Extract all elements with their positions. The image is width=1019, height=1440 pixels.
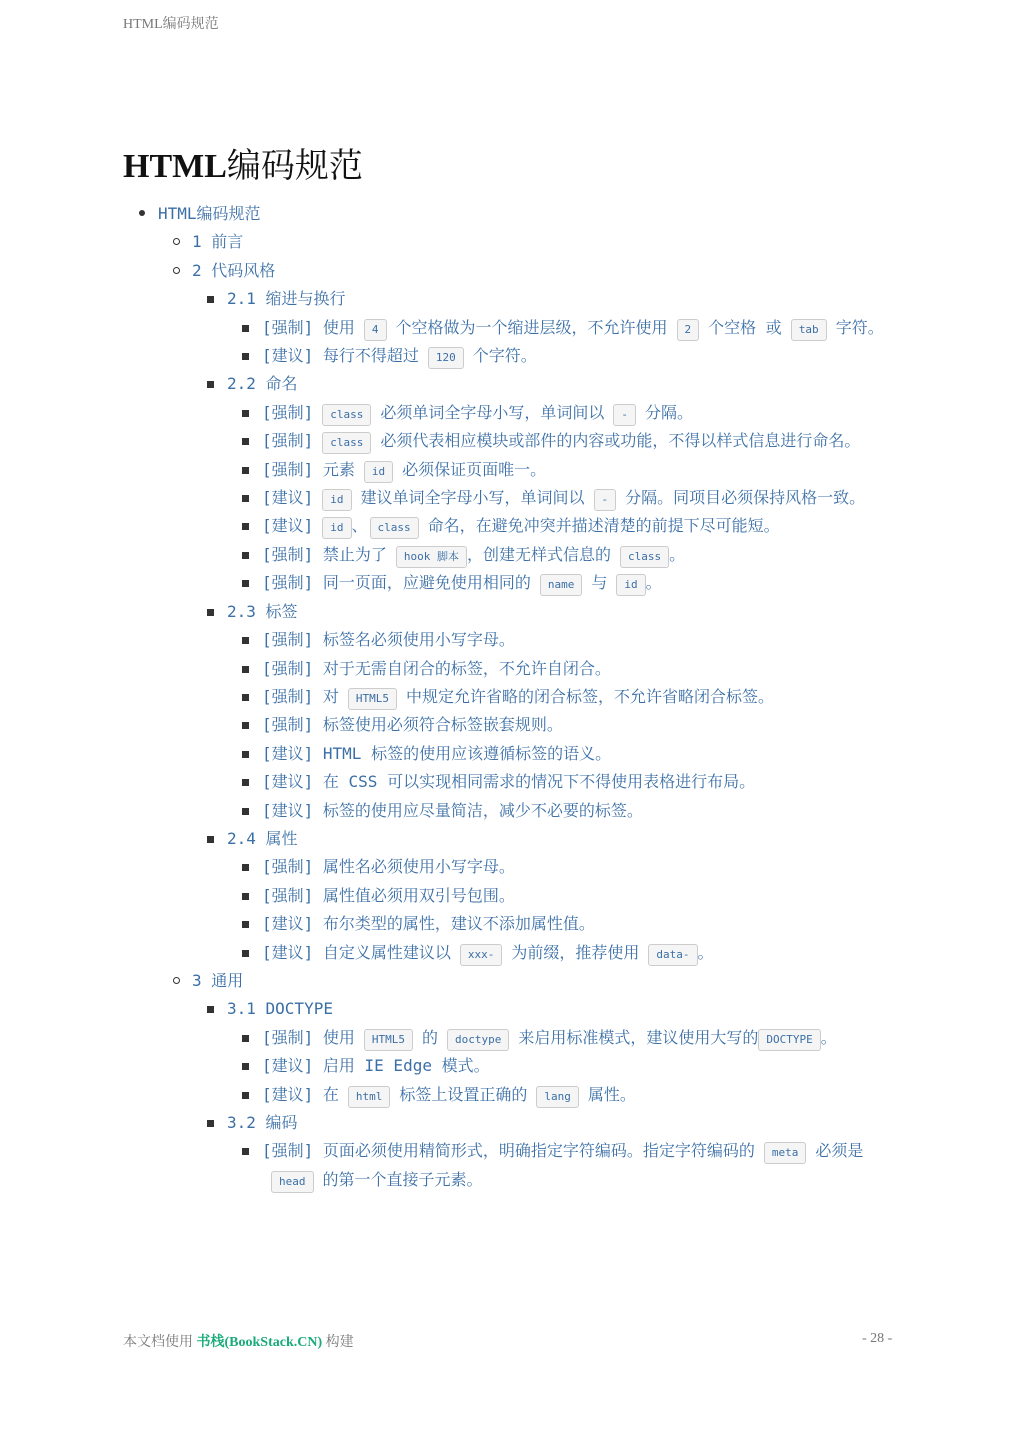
item-text: 必须代表相应模块或部件的内容或功能，不得以样式信息进行命名。	[380, 431, 861, 451]
toc-link-2-1-2[interactable]	[0, 342, 1019, 370]
toc-link-2-2[interactable]: 2.2 命名	[227, 374, 298, 394]
toc-item	[0, 1052, 1019, 1080]
toc-link-2-3-6[interactable]: [建议] 在 CSS 可以实现相同需求的情况下不得使用表格进行布局。	[262, 772, 756, 792]
toc-link-3-1-3[interactable]	[0, 1081, 1019, 1109]
toc-item	[0, 541, 1019, 569]
bullet	[242, 438, 249, 445]
toc-link-2-3-2[interactable]: [强制] 对于无需自闭合的标签，不允许自闭合。	[262, 658, 611, 678]
toc-section-2-1	[0, 285, 1019, 370]
bullet	[242, 808, 249, 815]
bullet	[139, 210, 145, 216]
toc-link-2-3[interactable]: 2.3 标签	[227, 601, 298, 621]
bullet	[207, 1120, 214, 1127]
inline-code: HTML5	[364, 1029, 413, 1051]
toc-section-3-1	[0, 995, 1019, 1109]
item-text: 。	[697, 942, 714, 962]
toc-link-2-3-1[interactable]: [强制] 标签名必须使用小写字母。	[262, 630, 515, 650]
item-text: [强制] 对	[262, 686, 339, 706]
toc-link-2-4-2[interactable]: [强制] 属性值必须用双引号包围。	[262, 885, 515, 905]
toc-link-2-2-2[interactable]	[0, 427, 887, 455]
inline-code: HTML5	[348, 688, 397, 710]
toc-link-2-2-1[interactable]	[0, 399, 1019, 427]
inline-code: data-	[648, 944, 697, 966]
bullet	[242, 893, 249, 900]
toc-section-3-2	[0, 1109, 1019, 1194]
inline-code: xxx-	[460, 944, 503, 966]
toc-section-2-2	[0, 370, 1019, 597]
item-text: [强制]	[262, 402, 314, 422]
bullet	[242, 694, 249, 701]
item-text: 中规定允许省略的闭合标签，不允许省略闭合标签。	[406, 686, 775, 706]
bullet	[242, 580, 249, 587]
inline-code: class	[620, 546, 669, 568]
item-text: 与	[591, 573, 608, 593]
footer-credit	[123, 1331, 354, 1351]
inline-code: -	[613, 404, 636, 426]
toc-link-2-4[interactable]: 2.4 属性	[227, 828, 298, 848]
bullet	[242, 1063, 249, 1070]
item-text: 。	[669, 544, 686, 564]
item-text: 的	[422, 1027, 439, 1047]
footer-prefix: 本文档使用	[123, 1335, 193, 1350]
inline-code: doctype	[447, 1029, 509, 1051]
item-text: 命名，在避免冲突并描述清楚的前提下尽可能短。	[427, 516, 780, 536]
toc-link-2-2-4[interactable]	[0, 484, 887, 512]
item-text: [强制] 元素	[262, 459, 355, 479]
toc-item	[0, 939, 1019, 967]
bullet	[242, 921, 249, 928]
item-text: 的第一个直接子元素。	[322, 1169, 483, 1189]
toc-link-2-1[interactable]: 2.1 缩进与换行	[227, 289, 346, 309]
footer-suffix: 构建	[325, 1335, 354, 1350]
toc-link-2-2-3[interactable]	[0, 456, 1019, 484]
bullet	[242, 666, 249, 673]
toc-link-2-4-3[interactable]: [建议] 布尔类型的属性，建议不添加属性值。	[262, 914, 595, 934]
item-text: 来启用标准模式，建议使用大写的	[518, 1027, 759, 1047]
toc-link-2-2-7[interactable]	[0, 569, 1019, 597]
item-text: [强制] 使用	[262, 1027, 355, 1047]
item-text: 个空格做为一个缩进层级，不允许使用	[395, 317, 668, 337]
toc-item	[0, 768, 1019, 796]
item-text: 分隔。	[645, 402, 694, 422]
inline-code: tab	[791, 319, 827, 341]
toc-link-1[interactable]: 1 前言	[192, 232, 244, 252]
bullet	[242, 523, 249, 530]
toc-link-2-4-4[interactable]	[0, 939, 1019, 967]
toc-item	[0, 342, 1019, 370]
page-title-latin: HTML	[123, 148, 227, 185]
page-number: - 28 -	[862, 1331, 893, 1346]
bullet	[242, 637, 249, 644]
item-text: [建议] 在	[262, 1084, 339, 1104]
inline-code: 4	[364, 319, 387, 341]
table-of-contents	[0, 200, 1019, 1194]
toc-item	[0, 427, 1019, 455]
item-text: 必须是	[815, 1141, 864, 1161]
item-text: ，创建无样式信息的	[467, 544, 612, 564]
item-text: 分隔。同项目必须保持风格一致。	[625, 488, 866, 508]
item-text: [强制] 页面必须使用精简形式，明确指定字符编码。指定字符编码的	[262, 1141, 755, 1161]
toc-item	[0, 399, 1019, 427]
item-text: 个空格 或	[708, 317, 782, 337]
item-text: 。	[645, 573, 662, 593]
item-text: [强制] 禁止为了	[262, 544, 387, 564]
toc-item	[0, 1081, 1019, 1109]
inline-code: meta	[764, 1142, 807, 1164]
inline-code: 2	[677, 319, 700, 341]
item-text: [强制] 同一页面，应避免使用相同的	[262, 573, 531, 593]
toc-item	[0, 910, 1019, 938]
bullet	[207, 836, 214, 843]
toc-item	[0, 655, 1019, 683]
inline-code: lang	[536, 1086, 579, 1108]
item-text: [强制]	[262, 431, 314, 451]
bullet	[242, 353, 249, 360]
toc-link-2-3-7[interactable]: [建议] 标签的使用应尽量简洁，减少不必要的标签。	[262, 800, 643, 820]
item-text: 必须单词全字母小写，单词间以	[380, 402, 605, 422]
bullet	[242, 495, 249, 502]
inline-code: -	[594, 489, 617, 511]
toc-item	[0, 512, 1019, 540]
toc-link-2-3-5[interactable]: [建议] HTML 标签的使用应该遵循标签的语义。	[262, 743, 612, 763]
bullet	[207, 381, 214, 388]
item-text: 标签上设置正确的	[399, 1084, 528, 1104]
bullet	[242, 1035, 249, 1042]
bullet	[207, 296, 214, 303]
item-text: 建议单词全字母小写，单词间以	[360, 488, 585, 508]
item-text: [强制] 使用	[262, 317, 355, 337]
inline-code: hook 脚本	[396, 546, 467, 568]
toc-item	[0, 569, 1019, 597]
inline-code: id	[364, 461, 393, 483]
item-text: 为前缀，推荐使用	[511, 942, 640, 962]
inline-code: id	[322, 489, 351, 511]
inline-code: name	[540, 574, 583, 596]
toc-section-3	[0, 967, 1019, 1194]
toc-item	[0, 456, 1019, 484]
item-text: 、	[351, 516, 368, 536]
item-text: 属性。	[587, 1084, 636, 1104]
bullet	[207, 1006, 214, 1013]
toc-link-2-3-3[interactable]	[0, 683, 1019, 711]
inline-code: class	[370, 517, 419, 539]
toc-link-2-2-6[interactable]	[0, 541, 1019, 569]
bullet	[173, 977, 180, 984]
toc-item	[0, 797, 1019, 825]
bullet	[242, 1092, 249, 1099]
toc-link-3-1-1[interactable]	[0, 1024, 862, 1052]
toc-item	[0, 484, 1019, 512]
bullet	[242, 751, 249, 758]
inline-code: 120	[428, 347, 464, 369]
toc-item	[0, 711, 1019, 739]
toc-root	[0, 200, 1019, 1194]
toc-link-2-4-1[interactable]: [强制] 属性名必须使用小写字母。	[262, 857, 515, 877]
toc-link-3[interactable]: 3 通用	[192, 970, 244, 990]
toc-item	[0, 314, 1019, 342]
item-text: [建议]	[262, 516, 314, 536]
toc-item	[0, 1024, 1019, 1052]
toc-item	[0, 683, 1019, 711]
toc-section-2-4	[0, 825, 1019, 967]
toc-link-2-3-4[interactable]: [强制] 标签使用必须符合标签嵌套规则。	[262, 715, 563, 735]
bullet	[242, 950, 249, 957]
inline-code: html	[348, 1086, 391, 1108]
toc-link-3-2-1[interactable]	[0, 1137, 887, 1194]
toc-link-3-1[interactable]: 3.1 DOCTYPE	[227, 999, 333, 1019]
toc-link-3-2[interactable]: 3.2 编码	[227, 1113, 298, 1132]
toc-section-1	[0, 228, 1019, 256]
bullet	[173, 267, 180, 274]
inline-code: DOCTYPE	[758, 1029, 820, 1051]
bullet	[207, 609, 214, 616]
toc-link-2-2-5[interactable]	[0, 512, 1019, 540]
item-text: 必须保证页面唯一。	[402, 459, 547, 479]
toc-item	[0, 1137, 1019, 1194]
toc-link-3-1-2[interactable]: [建议] 启用 IE Edge 模式。	[262, 1056, 490, 1076]
toc-link-root[interactable]: HTML编码规范	[158, 204, 261, 223]
item-text: [建议] 每行不得超过	[262, 346, 419, 366]
bullet	[242, 1148, 249, 1155]
bullet	[242, 722, 249, 729]
bullet	[242, 467, 249, 474]
toc-item	[0, 740, 1019, 768]
bullet	[242, 325, 249, 332]
running-header: HTML编码规范	[123, 17, 219, 32]
toc-link-2-1-1[interactable]	[0, 314, 887, 342]
inline-code: class	[322, 432, 371, 454]
item-text: [建议] 自定义属性建议以	[262, 942, 451, 962]
bullet	[242, 552, 249, 559]
inline-code: id	[616, 574, 645, 596]
item-text: 个字符。	[472, 346, 537, 366]
toc-section-2	[0, 257, 1019, 967]
toc-item	[0, 853, 1019, 881]
footer-brand-link[interactable]: 书栈(BookStack.CN)	[196, 1335, 323, 1350]
page-title	[123, 138, 363, 187]
item-text: 字符。	[835, 317, 884, 337]
toc-section-2-3	[0, 598, 1019, 825]
toc-link-2[interactable]: 2 代码风格	[192, 260, 276, 280]
toc-item	[0, 626, 1019, 654]
page-title-cjk: 编码规范	[226, 148, 363, 185]
inline-code: head	[271, 1171, 314, 1193]
inline-code: class	[322, 404, 371, 426]
toc-item	[0, 882, 1019, 910]
inline-code: id	[322, 517, 351, 539]
bullet	[242, 410, 249, 417]
item-text: 。	[820, 1027, 837, 1047]
bullet	[242, 779, 249, 786]
item-text: [建议]	[262, 488, 314, 508]
bullet	[242, 864, 249, 871]
